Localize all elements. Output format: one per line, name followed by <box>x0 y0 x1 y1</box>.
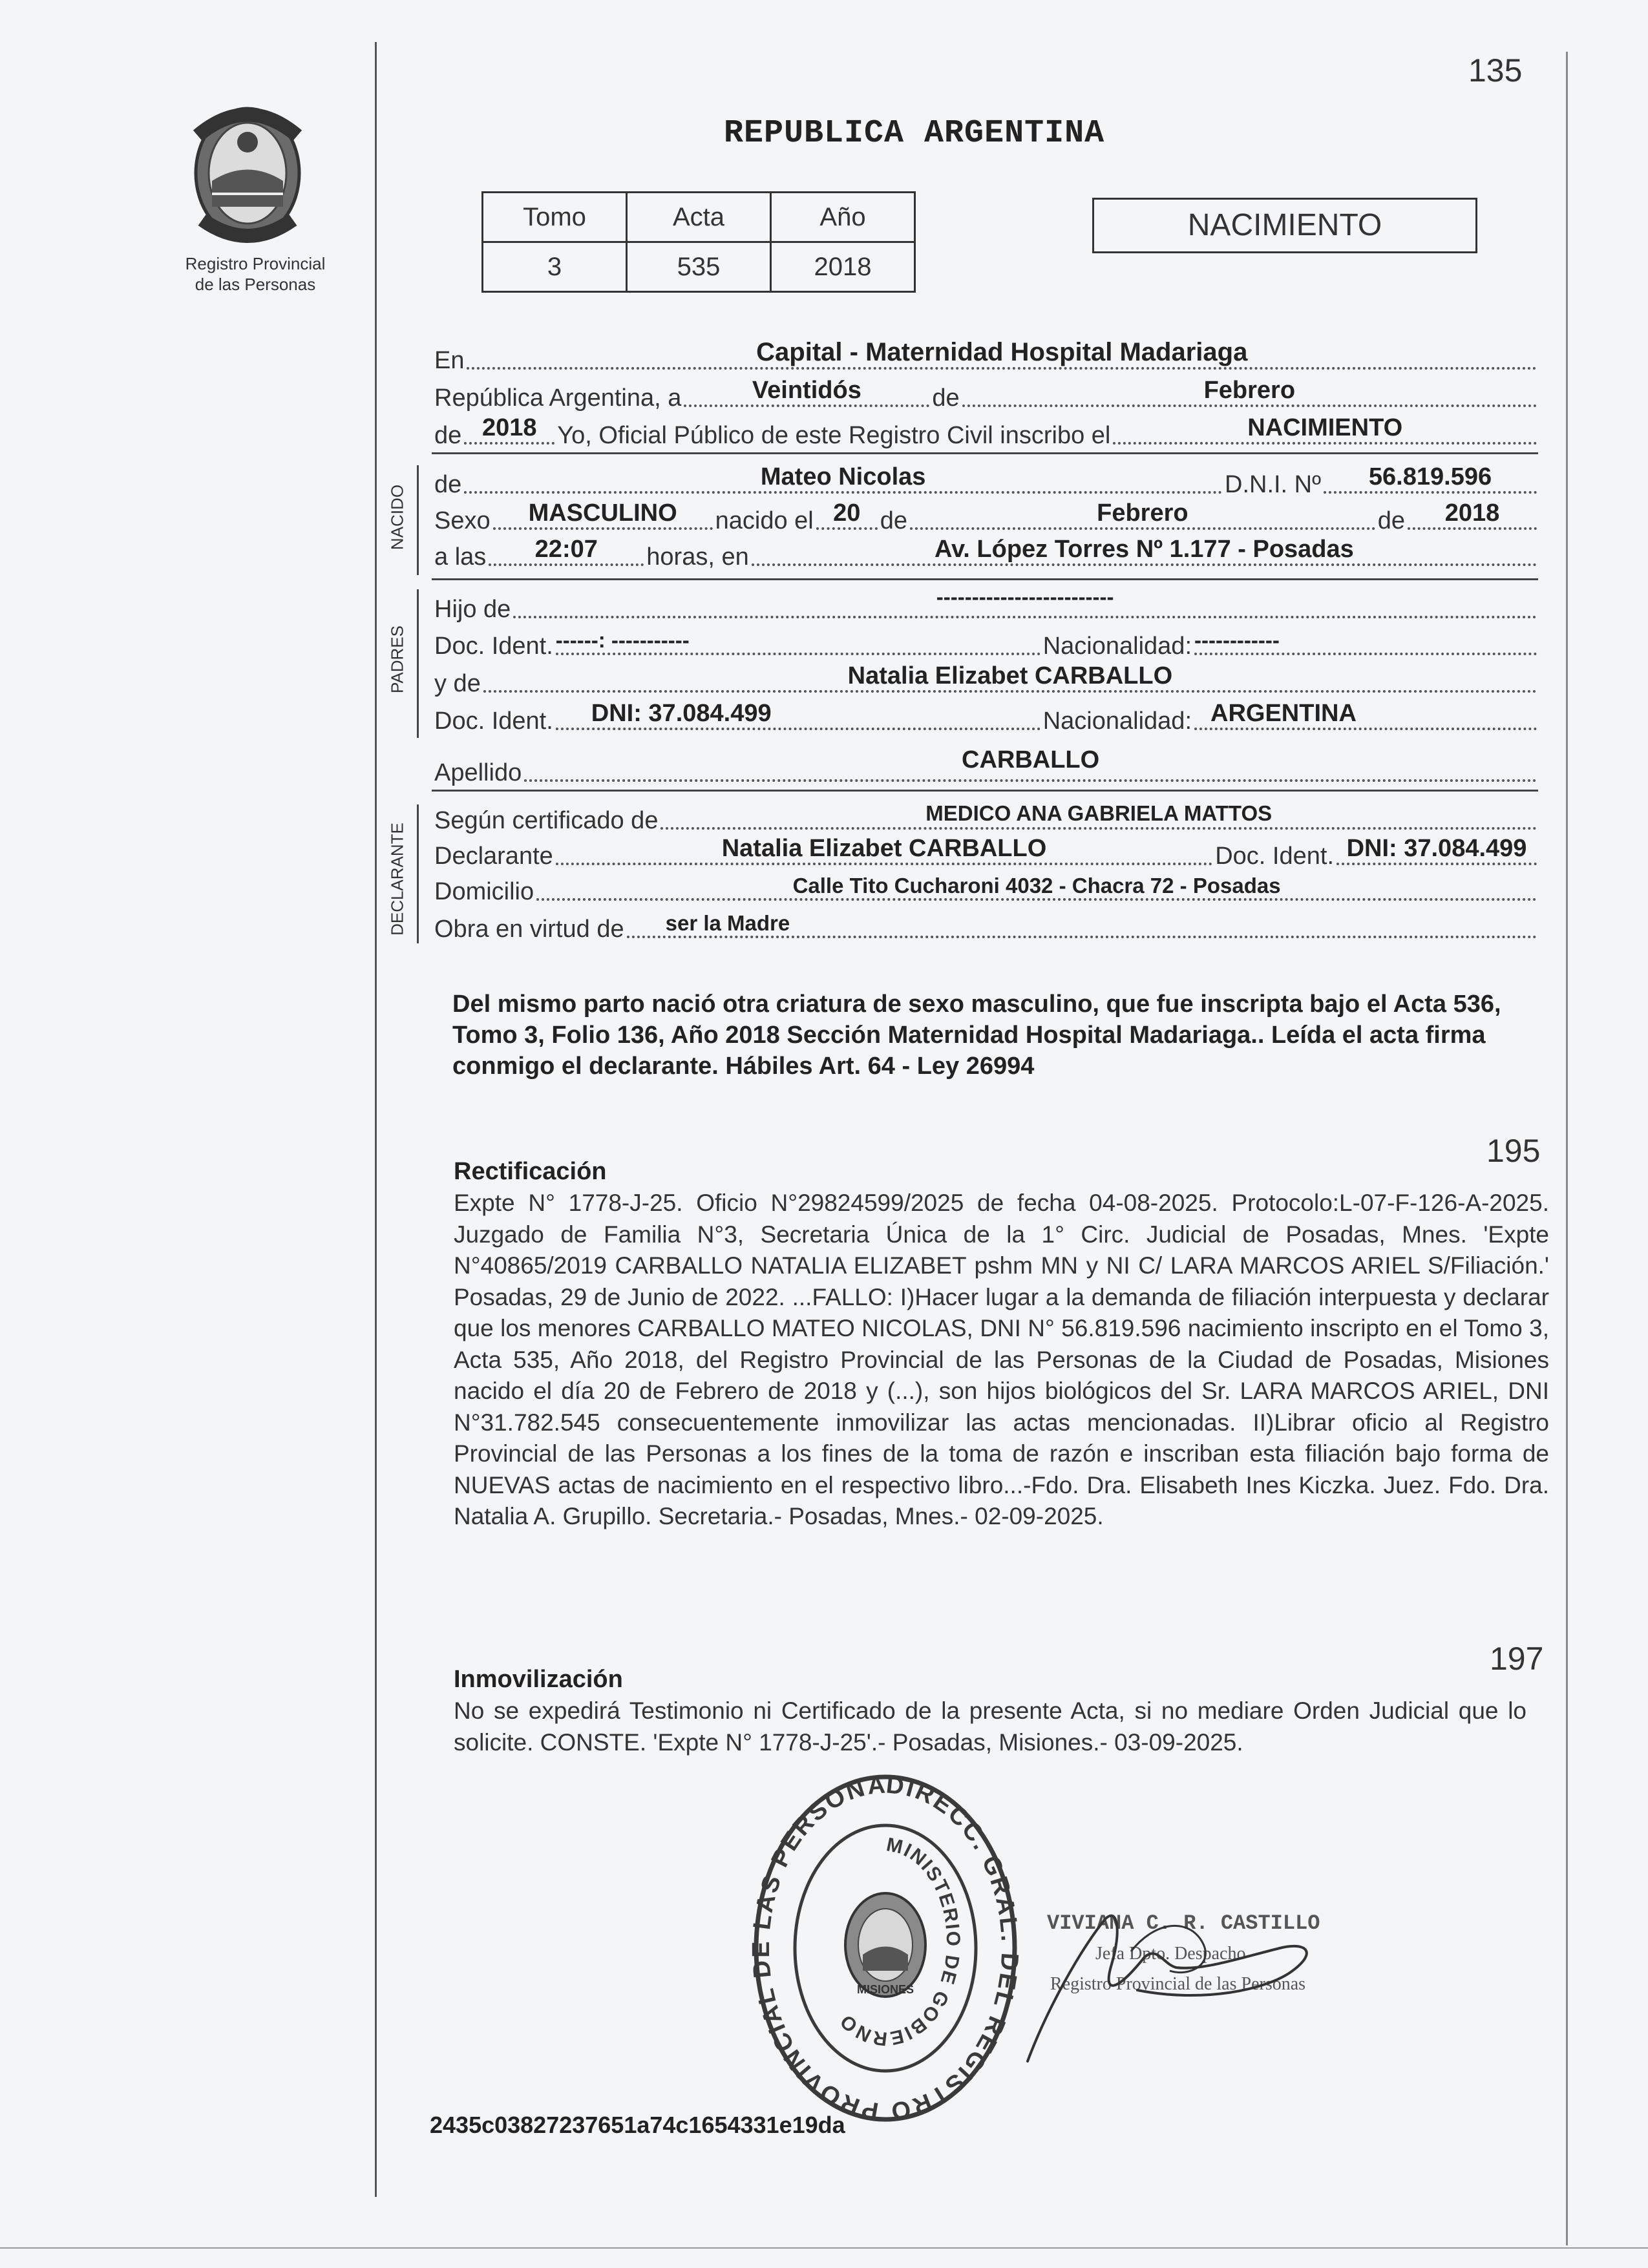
madre-doc-label: Doc. Ident. <box>434 708 553 735</box>
madre-nac-label: Nacionalidad: <box>1042 708 1192 735</box>
signatory-name: VIVIANA C. R. CASTILLO <box>1047 1911 1320 1935</box>
misiones-coat-of-arms-icon <box>173 97 322 252</box>
obra-label: Obra en virtud de <box>434 916 624 943</box>
separator-declarante-top <box>432 790 1538 792</box>
padres-bracket <box>417 589 419 738</box>
padre-value: ------------------------- <box>936 585 1114 609</box>
nacido-mes-value: Febrero <box>1097 499 1188 527</box>
reference-header-row <box>483 193 915 242</box>
y-de-label: y de <box>434 670 481 697</box>
ref-value-tomo: 3 <box>483 242 627 292</box>
sexo-label: Sexo <box>434 507 491 534</box>
row-domicilio <box>434 874 1539 906</box>
registry-seal-icon <box>743 1767 1028 2129</box>
reference-value-row <box>483 242 915 292</box>
a-las-label: a las <box>434 543 487 571</box>
nacido-de-label3: de <box>1377 507 1405 534</box>
signatory-office: Registro Provincial de las Personas <box>1050 1974 1306 1994</box>
row-hora <box>434 536 1539 571</box>
document-title: REPUBLICA ARGENTINA <box>724 115 1105 152</box>
province-logo <box>173 97 322 252</box>
ref-header-anio: Año <box>771 193 915 242</box>
nacido-dia-value: 20 <box>833 499 861 527</box>
rectificacion-text: Expte N° 1778-J-25. Oficio N°29824599/2025 de fecha 04-08-2025. Protocolo:L-07-F-126-A-2025. Juzgado de Familia N°3, Secretaria Única de la 1° Circ. Judicial de Posadas, Mnes. 'Expte N°40865/2019 CARBALLO NATALIA ELIZABET pshm MN y NI C/ LARA MARCOS ARIEL S/Filiación.' Posadas, 29 de Junio de 2022. ...FALLO: I)Hacer lugar a la demanda de filiación interpuesta y declarar que los menores CARBALLO MATEO NICOLAS, DNI N° 56.819.596 nacimiento inscripto en el Tomo 3, Acta 535, Año 2018, del Registro Provincial de las Personas de la Ciudad de Posadas, Misiones nacido el día 20 de Febrero de 2018 y (...), son hijos biológicos del Sr. LARA MARCOS ARIEL, DNI N°31.782.545 consecuentemente inmovilizar las actas mencionadas. II)Librar oficio al Registro Provincial de las Personas a los fines de la toma de razón e inscriban esta filiación bajo forma de NUEVAS actas de nacimiento en el respectivo libro...-Fdo. Dra. Elisabeth Ines Kiczka. Juez. Fdo. Dra. Natalia A. Grupillo. Secretaria.- Posadas, Mnes.- 02-09-2025. <box>454 1190 1549 1529</box>
ref-value-acta: 535 <box>627 242 771 292</box>
separator-padres-top <box>432 578 1538 580</box>
padre-nac-label: Nacionalidad: <box>1042 633 1192 660</box>
nacido-de-label: de <box>434 471 462 498</box>
reference-table <box>481 191 916 293</box>
row-hijo-de <box>434 585 1539 624</box>
republica-label: República Argentina, a <box>434 384 682 412</box>
document-hash: 2435c03827237651a74c1654331e19da <box>430 2112 845 2138</box>
row-madre <box>434 662 1539 698</box>
nombre-value: Mateo Nicolas <box>760 463 926 490</box>
dia-value: Veintidós <box>752 377 861 404</box>
mes-value: Febrero <box>1203 377 1296 404</box>
signatory-role: Jefa Dpto. Despacho <box>1095 1944 1246 1964</box>
separator-nacido-top <box>432 452 1538 454</box>
inmovilizacion-text: No se expedirá Testimonio ni Certificado de la presente Acta, si no mediare Orden Judicial que lo solicite. CONSTE. 'Expte N° 1778-J-25'.- Posadas, Misiones.- 03-09-2025. <box>454 1697 1527 1756</box>
inmovilizacion-number: 197 <box>1490 1641 1544 1677</box>
declarante-doc-value: DNI: 37.084.499 <box>1346 835 1527 862</box>
row-nombre <box>434 463 1539 499</box>
madre-nac-value: ARGENTINA <box>1210 700 1357 727</box>
row-sexo <box>434 499 1539 535</box>
declarante-label: Declarante <box>434 843 553 870</box>
right-margin-line <box>1566 52 1568 2245</box>
row-obra <box>434 911 1539 943</box>
declarante-doc-label: Doc. Ident. <box>1215 843 1334 870</box>
nacido-de-label2: de <box>880 507 908 534</box>
ref-header-tomo: Tomo <box>483 193 627 242</box>
nota-paragraph: Del mismo parto nació otra criatura de sexo masculino, que fue inscripta bajo el Acta 536, Tomo 3, Folio 136, Año 2018 Sección Maternidad Hospital Madariaga.. Leída el acta firma conmigo el declarante. Hábiles Art. 64 - Ley 26994 <box>452 991 1501 1080</box>
dni-label: D.N.I. Nº <box>1225 471 1321 498</box>
seal-emblem-text: MISIONES <box>856 1983 914 1996</box>
declarante-value: Natalia Elizabet CARBALLO <box>721 835 1047 862</box>
row-padre-doc <box>434 628 1539 660</box>
inmovilizacion-title: Inmovilización <box>454 1666 623 1693</box>
anio-value: 2018 <box>482 414 537 441</box>
hora-value: 22:07 <box>534 536 598 563</box>
page-number: 135 <box>1468 52 1523 89</box>
row-declarante <box>434 835 1539 870</box>
row-lugar <box>434 338 1539 375</box>
dni-value: 56.819.596 <box>1368 463 1492 490</box>
inscripcion-value: NACIMIENTO <box>1247 414 1403 441</box>
padre-doc-value: ------: ----------- <box>555 628 690 652</box>
declarante-bracket <box>417 804 419 943</box>
padres-section-label: PADRES <box>387 625 407 693</box>
domicilio-label: Domicilio <box>434 878 534 905</box>
registry-caption-line1: Registro Provincial <box>185 254 326 273</box>
nacido-section-label: NACIDO <box>387 484 407 551</box>
seal-ring-text: DIRECC. GRAL. DEL REGISTRO PROVINCIAL DE LAS PERSONA <box>747 1771 1024 2125</box>
row-apellido <box>434 746 1539 787</box>
lugar-nacimiento-value: Av. López Torres Nº 1.177 - Posadas <box>934 536 1354 563</box>
madre-value: Natalia Elizabet CARBALLO <box>847 662 1173 689</box>
row-madre-doc <box>434 700 1539 735</box>
madre-doc-value: DNI: 37.084.499 <box>591 700 772 727</box>
obra-value: ser la Madre <box>665 911 790 935</box>
anio-label: de <box>434 422 462 449</box>
certificado-value: MEDICO ANA GABRIELA MATTOS <box>925 801 1273 825</box>
oficial-text: Yo, Oficial Público de este Registro Civil inscribo el <box>557 422 1111 449</box>
handwritten-signature-icon <box>1008 1880 1344 2074</box>
hijo-de-label: Hijo de <box>434 596 511 623</box>
nacido-anio-value: 2018 <box>1444 499 1500 527</box>
lugar-value: Capital - Maternidad Hospital Madariaga <box>756 338 1248 366</box>
row-fecha <box>434 377 1539 412</box>
de-label: de <box>932 384 960 412</box>
signature-block <box>1021 1906 1357 2068</box>
row-certificado <box>434 803 1539 835</box>
left-margin-line <box>375 42 377 2197</box>
record-type-box: NACIMIENTO <box>1092 198 1477 253</box>
sexo-value: MASCULINO <box>528 499 677 527</box>
apellido-value: CARBALLO <box>962 746 1100 773</box>
apellido-label: Apellido <box>434 759 522 786</box>
nacido-el-label: nacido el <box>715 507 814 534</box>
row-inscripcion <box>434 414 1539 450</box>
rectificacion-number: 195 <box>1486 1133 1541 1169</box>
ref-value-anio: 2018 <box>771 242 915 292</box>
en-label: En <box>434 347 465 374</box>
bottom-fold-line <box>0 2247 1648 2249</box>
official-seal <box>743 1767 1028 2129</box>
certificado-label: Según certificado de <box>434 807 659 834</box>
padre-doc-label: Doc. Ident. <box>434 633 553 660</box>
nacido-bracket <box>417 465 419 575</box>
rectificacion-title: Rectificación <box>454 1158 607 1185</box>
domicilio-value: Calle Tito Cucharoni 4032 - Chacra 72 - Posadas <box>792 874 1281 898</box>
horas-label: horas, en <box>646 543 749 571</box>
ref-header-acta: Acta <box>627 193 771 242</box>
registry-caption-line2: de las Personas <box>195 275 316 294</box>
registry-caption <box>149 253 362 295</box>
seal-inner-text: MINISTERIO DE GOBIERNO <box>835 1834 964 2050</box>
padre-nac-value: ------------ <box>1194 628 1280 652</box>
declarante-section-label: DECLARANTE <box>387 823 407 936</box>
